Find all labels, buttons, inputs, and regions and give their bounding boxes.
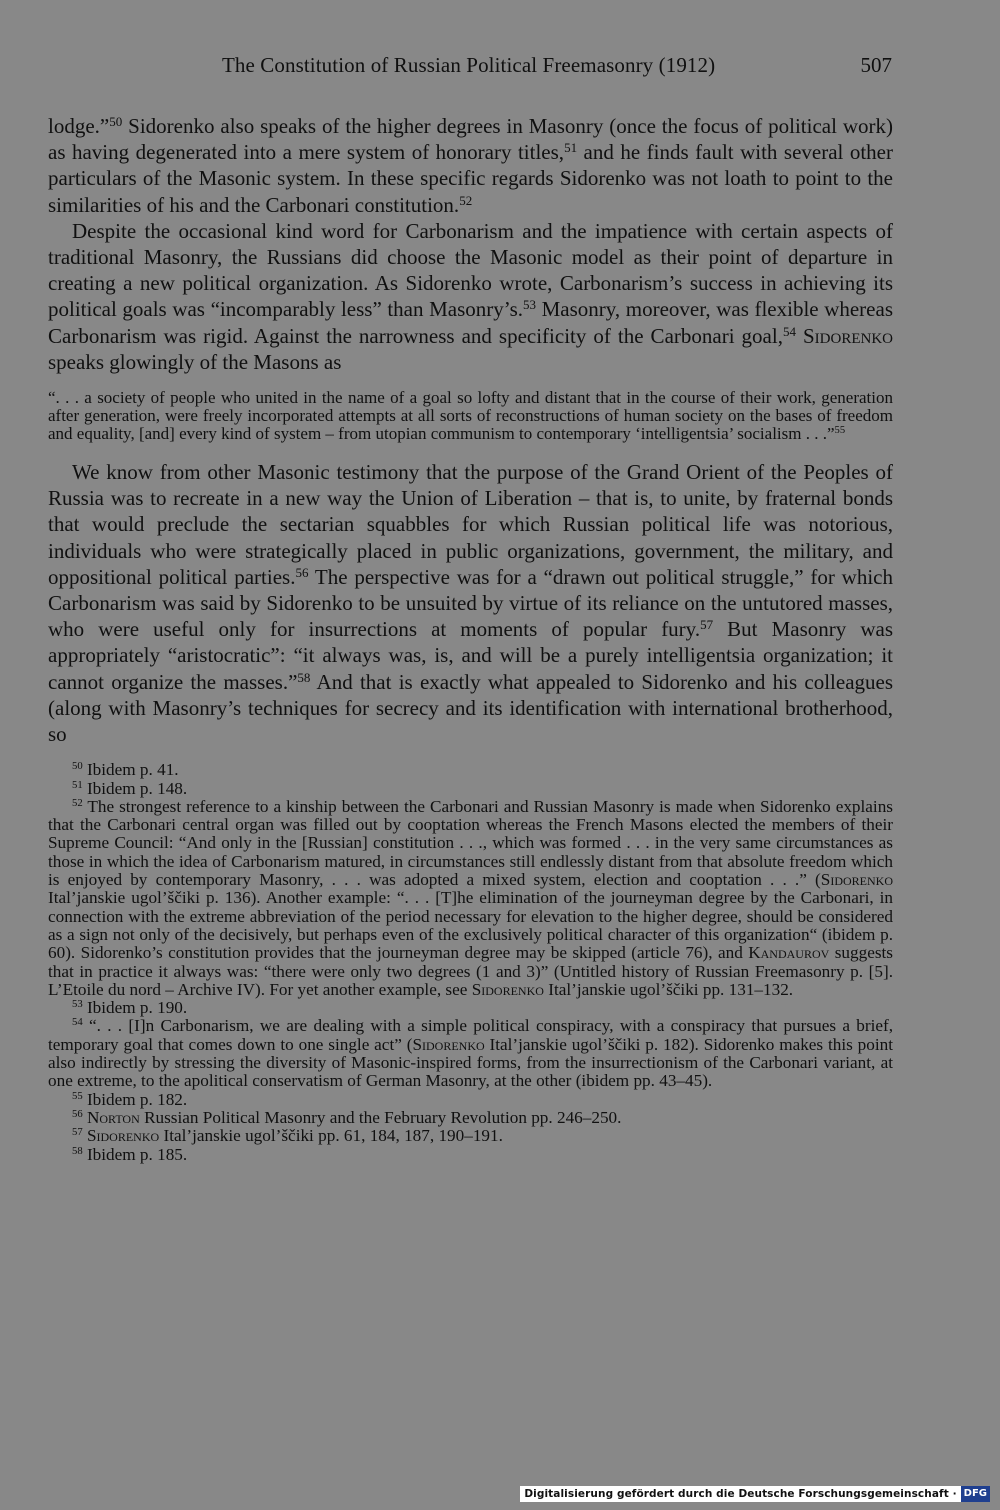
footnote-text: Ital’janskie ugol’ščiki p. 136). Another example: “. . . [T]he elimination of the journeyman degree by the Carbonari, in connection with the extreme abbreviation of the period necessary for elevation to the higher degree, should be considered as a sign not only of the decisively, but perhaps even of the exclusively political character of this organization“ (ibidem p. 60). Sidorenko’s constitution provides that the journeyman degree may be skipped (article 76), and [48,888,893,963]
footnote-52 [48,798,893,999]
text-run: Despite the occasional kind word for Carbonarism and the impatience with certain aspects of traditional Masonry, the Russians did choose the Masonic model as their point of departure in creating a new political organization. As Sidorenko wrote, Carbonarism’s success in achieving its political goals was “incomparably less” than Masonry’s. [48,218,893,322]
footnote-50 [48,761,893,779]
footnote-text: suggests that in practice it always was: “there were only two degrees (1 and 3)” (Untitled history of Russian Freemasonry p. [5]. L’Etoile du nord – Archive IV). For yet another example, see [48,943,893,999]
footnote-55 [48,1091,893,1109]
author-name: Norton [82,1107,140,1127]
footnote-ref-55[interactable]: 55 [834,425,846,437]
paragraph-1 [48,113,893,218]
text-run: and he finds fault with several other particulars of the Masonic system. In these specific regards Sidorenko was not loath to point to the similarities of his and the Carbonari constitution. [48,140,893,217]
footnote-text: Ital’janskie ugol’ščiki pp. 131–132. [543,979,794,999]
footnote-ref-53[interactable]: 53 [523,297,537,313]
text-run: speaks glowingly of the Masons as [48,349,342,374]
footnote-text: Ibidem p. 190. [82,998,188,1018]
footnote-number: 56 [72,1109,83,1121]
footnote-text: “. . . [I]n Carbonarism, we are dealing with a simple political conspiracy, with a conspiracy that pursues a brief, temporary goal that comes down to one single act” ( [48,1016,893,1054]
footnote-number: 55 [72,1090,83,1102]
footnote-56 [48,1109,893,1127]
footnote-ref-51[interactable]: 51 [564,140,578,156]
footnote-text: Ibidem p. 148. [82,778,188,798]
author-name: Sidorenko [795,323,893,348]
text-run: We know from other Masonic testimony that the purpose of the Grand Orient of the Peoples of Russia was to recreate in a new way the Union of Liberation – that is, to unite, by fraternal bonds that would preclude the sectarian squabbles for which Russian political life was notorious, individuals who were strategically placed in public organizations, government, the military, and oppositional political parties. [48,460,893,589]
footnote-ref-54[interactable]: 54 [782,323,796,339]
body-text [48,113,893,1164]
footnote-number: 57 [72,1127,83,1139]
footnote-ref-58[interactable]: 58 [297,669,311,685]
running-title: The Constitution of Russian Political Freemasonry (1912) [222,53,716,77]
dfg-logo: DFG [961,1486,990,1502]
footnote-text: The strongest reference to a kinship between the Carbonari and Russian Masonry is made when Sidorenko explains that the Carbonari central organ was filled out by cooptation whereas the French Masons elected the members of their Supreme Council: “And only in the [Russian] constitution . . ., which was formed . . . in the very same circumstances as those in which the idea of Carbonarism matured, in circumstances still endlessly distant from that absolute freedom which is enjoyed by contemporary Masonry, . . . was adopted a mixed system, election and cooptation . . .” ( [48,796,893,890]
text-run: And that is exactly what appealed to Sidorenko and his colleagues (along with Masonry’s techniques for secrecy and its identification with international brotherhood, so [48,669,894,747]
author-name: Sidorenko [820,870,893,890]
text-run: lodge.” [48,114,110,138]
text-run: The perspective was for a “drawn out political struggle,” for which Carbonarism was said by Sidorenko to be unsuited by virtue of its reliance on the untutored masses, who were useful only for insurrections at moments of popular fury. [48,564,893,642]
quote-text: “. . . a society of people who united in the name of a goal so lofty and distant that in the course of their work, generation after generation, were freely incorporated attempts at all sorts of reconstructions of human society on the bases of freedom and equality, [and] every kind of system – from utopian communism to contemporary ‘intelligentsia’ socialism . . .” [48,388,893,444]
paragraph-2 [48,218,893,375]
footnote-ref-52[interactable]: 52 [459,192,473,208]
footnote-text: Ibidem p. 185. [82,1144,188,1164]
text-run: Masonry, moreover, was flexible whereas Carbonarism was rigid. Against the narrowness and specificity of the Carbonari goal, [48,297,893,348]
footnote-text: Russian Political Masonry and the February Revolution pp. 246–250. [139,1107,622,1127]
footnote-number: 53 [72,999,83,1011]
footnote-number: 58 [72,1145,83,1157]
footnote-number: 50 [72,761,83,773]
footnote-ref-57[interactable]: 57 [700,617,714,633]
footnote-text: Ibidem p. 41. [82,760,179,780]
footnote-number: 51 [72,779,83,791]
footnote-51 [48,780,893,798]
page-number: 507 [860,53,892,77]
footnotes [48,761,893,1164]
footnote-ref-56[interactable]: 56 [295,564,309,580]
footnote-number: 54 [72,1017,83,1029]
footnote-text: Ital’janskie ugol’ščiki p. 182). Sidorenko makes this point also indirectly by stressing the diversity of Masonic-inspired forms, from the insurrectionism of the Carbonari variant, at one extreme, to the apolitical conservatism of German Masonry, at the other (ibidem pp. 43–45). [48,1034,893,1091]
author-name: Sidorenko [471,979,544,999]
credit-text: Digitalisierung gefördert durch die Deutsche Forschungsgemeinschaft · [524,1488,957,1500]
author-name: Sidorenko [82,1126,160,1146]
footnote-53 [48,999,893,1017]
author-name: Sidorenko [412,1034,485,1054]
text-run: But Masonry was appropriately “aristocratic”: “it always was, is, and will be a purely intelligentsia organization; it cannot organize the masses.” [48,617,893,694]
footnote-number: 52 [72,798,83,809]
block-quote [48,389,893,443]
footnote-54 [48,1017,893,1090]
author-name: Kandaurov [748,943,830,963]
running-head [0,53,1000,83]
paragraph-3 [48,459,893,747]
text-run: Sidorenko also speaks of the higher degrees in Masonry (once the focus of political work) as having degenerated into a mere system of honorary titles, [48,114,893,165]
digitization-credit [520,1486,990,1502]
footnote-58 [48,1146,893,1164]
footnote-ref-50[interactable]: 50 [109,113,123,129]
footnote-text: Ibidem p. 182. [82,1089,188,1109]
footnote-57 [48,1127,893,1145]
footnote-text: Ital’janskie ugol’ščiki pp. 61, 184, 187, 190–191. [159,1126,503,1146]
